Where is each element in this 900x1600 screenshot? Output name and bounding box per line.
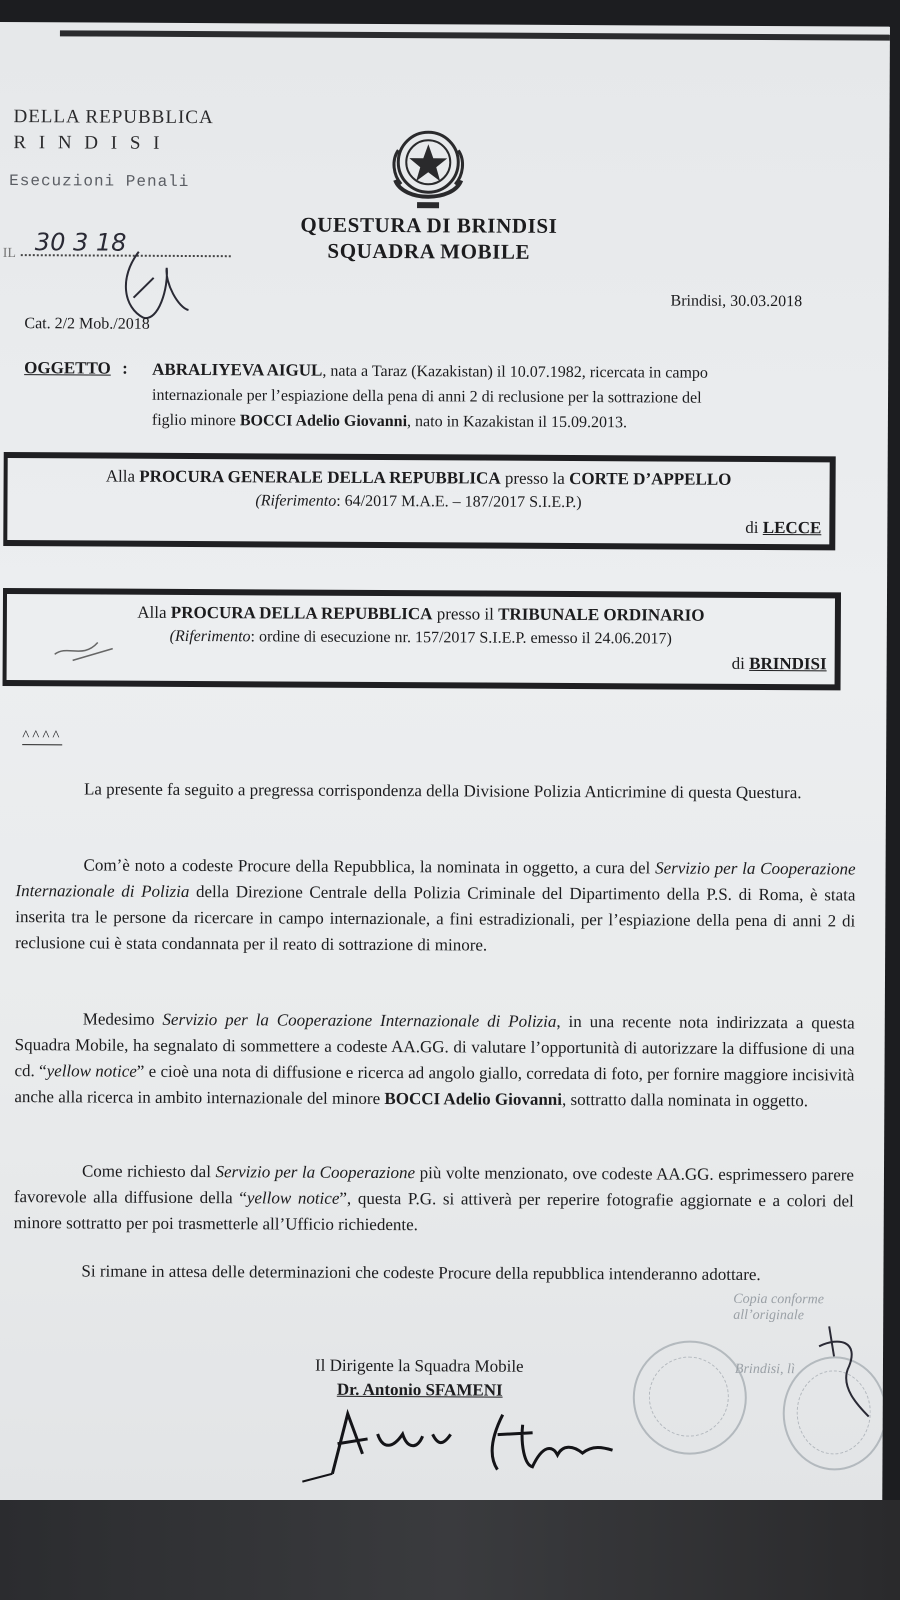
handwritten-mark-icon (53, 634, 123, 664)
p2-service: Servizio per la Cooperazione Internazionale di Polizia (15, 858, 856, 902)
recipient-box-lecce (3, 452, 835, 550)
box1-ref-text: : 64/2017 M.A.E. – 187/2017 S.I.E.P.) (336, 492, 582, 512)
photo-background (0, 1500, 900, 1600)
p2-part-a: Com’è noto a codeste Procure della Repubblica, la nominata in oggetto, a cura del (83, 855, 656, 878)
box2-mid: presso il (432, 604, 499, 624)
box2-city-line (7, 648, 835, 676)
signatory-role: Il Dirigente la Squadra Mobile (314, 1355, 524, 1376)
subject-line-3 (152, 408, 842, 437)
p3-part-c: ” e cioè una nota di diffusione e ricerca ad angolo giallo, corredata di foto, per fornire maggiore incisività anche alla ricerca in ambito internazionale del minore (14, 1061, 855, 1109)
subject-colon: : (122, 358, 128, 378)
subject-line-3-pre: figlio minore (151, 411, 240, 430)
official-stamp-left (633, 1340, 748, 1455)
box1-di: di (745, 517, 763, 538)
box1-ref-open: ( (255, 492, 261, 510)
handwritten-initial-stamp-icon (809, 1316, 880, 1436)
stamp-place: Brindisi, lì (734, 1361, 795, 1378)
paragraph-3 (14, 1006, 855, 1114)
recipient-box-brindisi (3, 588, 842, 690)
office-line-1: DELLA REPUBBLICA (13, 106, 214, 129)
top-border-line (60, 30, 890, 40)
title-line-1: QUESTURA DI BRINDISI (300, 212, 558, 238)
box1-ref-label: Riferimento (260, 492, 337, 510)
signatory-name: Dr. Antonio SFAMENI (336, 1379, 503, 1400)
subject-label-text: OGGETTO (24, 358, 111, 378)
subject-text (152, 357, 842, 437)
p3-part-b: , in una recente nota indirizzata a questa Squadra Mobile, ha segnalato di sommettere a codeste AA.GG. di valutare l’opportunità di autorizzare la diffusione di una cd. “ (14, 1011, 855, 1081)
p3-service: Servizio per la Cooperazione Internazionale di Polizia (162, 1009, 557, 1031)
handwritten-date: 30 3 18 (34, 228, 127, 257)
office-line-2: R I N D I S I (13, 132, 164, 154)
box2-ref-open: ( (169, 627, 176, 645)
p4-part-c: ”, questa P.G. si attiverà per reperire fotografie aggiornate e a colori del minore sottratto per poi trasmetterle all’Ufficio richiedente. (13, 1188, 854, 1235)
box2-office: PROCURA DELLA REPUBBLICA (170, 602, 433, 624)
subject-line-2: internazionale per l’espiazione della pena di anni 2 di reclusione per la sottrazione del (152, 386, 702, 407)
handwritten-signature-icon (292, 1394, 622, 1486)
box1-court: CORTE D’APPELLO (569, 468, 732, 489)
document-title (239, 211, 619, 265)
box2-pre: Alla (137, 602, 171, 622)
p4-yellow-notice: yellow notice (246, 1188, 340, 1208)
p3-part-d: , sottratto dalla nominata in oggetto. (561, 1089, 809, 1111)
p4-part-a: Come richiesto dal (81, 1161, 216, 1182)
p4-part-b: più volte menzionato, ove codeste AA.GG. esprimessero parere favorevole alla diffusione della “ (13, 1163, 855, 1208)
p4-service: Servizio per la Cooperazione (215, 1162, 416, 1183)
paragraph-5: Si rimane in attesa delle determinazioni che codeste Procure della repubblica intenderanno adottare. (81, 1261, 761, 1284)
box2-di: di (731, 653, 750, 673)
place-date: Brindisi, 30.03.2018 (670, 292, 803, 311)
category-number: Cat. 2/2 Mob./2018 (24, 315, 150, 333)
title-line-2: SQUADRA MOBILE (327, 238, 531, 264)
p3-minor-name: BOCCI Adelio Giovanni (384, 1089, 563, 1109)
document-page (0, 22, 890, 1519)
office-header-left (13, 104, 213, 157)
italian-emblem-icon (383, 120, 473, 212)
subject-label (24, 358, 111, 378)
subject-line-3-post: , nato in Kazakistan il 15.09.2013. (407, 413, 628, 432)
box1-pre: Alla (105, 466, 140, 486)
paragraph-4 (14, 1158, 854, 1240)
box1-line-1 (8, 464, 830, 492)
p3-yellow-notice: yellow notice (46, 1061, 137, 1081)
box2-ref-text: : ordine di esecuzione nr. 157/2017 S.I.E.P. emesso il 24.06.2017) (250, 628, 672, 648)
box2-ref-label: Riferimento (174, 627, 251, 646)
p2-part-b: della Direzione Centrale della Polizia Criminale del Dipartimento della P.S. di Roma, è stata inserita tra le persone da ricercare in campo internazionale, a fini estradizionali, per l’espiazione della pena di anni 2 di reclusione cui è stata condannata per il reato di sottrazione di minore. (15, 882, 856, 955)
box2-city: BRINDISI (749, 653, 827, 674)
office-line-3: Esecuzioni Penali (9, 172, 190, 191)
paragraph-1: La presente fa seguito a pregressa corrispondenza della Divisione Polizia Anticrimine di questa Questura. (83, 779, 802, 803)
box1-city: LECCE (762, 518, 822, 538)
box1-office: PROCURA GENERALE DELLA REPUBBLICA (139, 466, 501, 488)
copy-conformity-note: Copia conforme all’originale (733, 1291, 824, 1324)
subject-name: ABRALIYEVA AIGUL (152, 359, 323, 380)
box1-city-line (7, 512, 829, 540)
paragraph-2 (15, 852, 856, 960)
separator-mark: ^^^^ (22, 728, 63, 745)
p3-part-a: Medesimo (82, 1009, 163, 1029)
subject-line-1 (152, 357, 842, 387)
subject-line-1-rest: , nata a Taraz (Kazakistan) il 10.07.1982, ricercata in campo (322, 362, 708, 382)
box2-court: TRIBUNALE ORDINARIO (498, 604, 705, 625)
box1-mid: presso la (500, 468, 570, 488)
date-prefix: IL (2, 246, 17, 262)
subject-minor-name: BOCCI Adelio Giovanni (239, 412, 408, 431)
